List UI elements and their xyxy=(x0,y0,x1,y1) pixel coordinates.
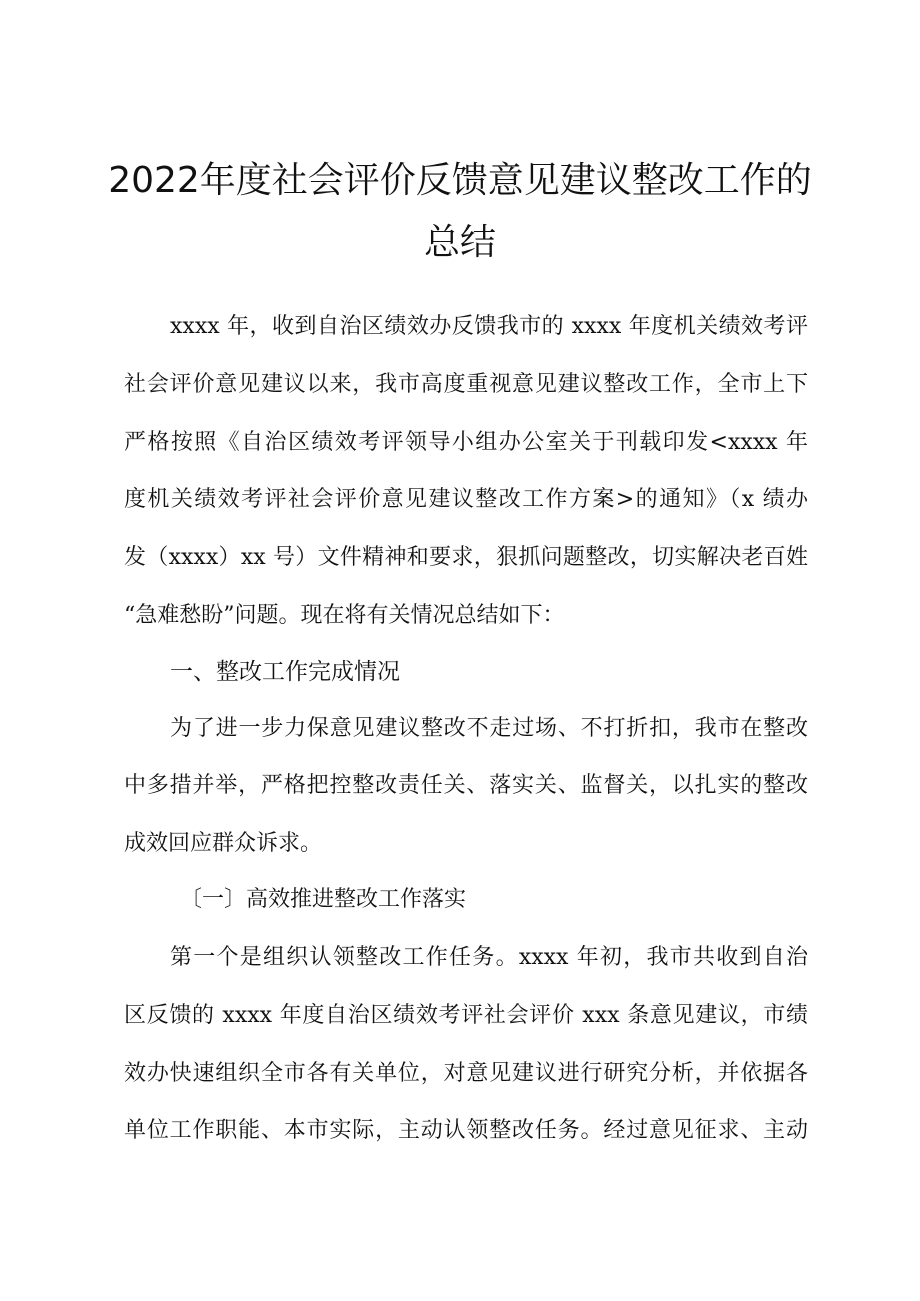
document-title-line-2: 总结 xyxy=(423,222,496,263)
paragraph-3-line-1: 第一个是组织认领整改工作任务。xxxx 年初，我市共收到自治 xyxy=(170,945,808,970)
paragraph-3-line-2: 区反馈的 xxxx 年度自治区绩效考评社会评价 xxx 条意见建议，市绩 xyxy=(124,1003,808,1028)
paragraph-1-line-1: xxxx 年，收到自治区绩效办反馈我市的 xxxx 年度机关绩效考评 xyxy=(170,314,808,339)
paragraph-3-line-3: 效办快速组织全市各有关单位，对意见建议进行研究分析，并依据各 xyxy=(124,1061,808,1086)
document-title-line-1: 2022年度社会评价反馈意见建议整改工作的 xyxy=(108,160,812,201)
paragraph-1-line-2: 社会评价意见建议以来，我市高度重视意见建议整改工作，全市上下 xyxy=(124,372,808,397)
subsection-heading-1: 〔一〕高效推进整改工作落实 xyxy=(180,887,467,912)
section-heading-1: 一、整改工作完成情况 xyxy=(170,659,400,685)
paragraph-2-line-2: 中多措并举，严格把控整改责任关、落实关、监督关，以扎实的整改 xyxy=(124,773,808,798)
paragraph-2-line-3: 成效回应群众诉求。 xyxy=(124,831,323,856)
paragraph-1-line-6: “急难愁盼”问题。现在将有关情况总结如下： xyxy=(124,603,565,628)
paragraph-2-line-1: 为了进一步力保意见建议整改不走过场、不打折扣，我市在整改 xyxy=(170,716,808,741)
paragraph-1-line-4: 度机关绩效考评社会评价意见建议整改工作方案>的通知》（x 绩办 xyxy=(124,487,808,512)
paragraph-3-line-4: 单位工作职能、本市实际，主动认领整改任务。经过意见征求、主动 xyxy=(124,1118,808,1143)
paragraph-1-line-3: 严格按照《自治区绩效考评领导小组办公室关于刊载印发<xxxx 年 xyxy=(124,430,808,455)
paragraph-1-line-5: 发（xxxx）xx 号）文件精神和要求，狠抓问题整改，切实解决老百姓 xyxy=(124,545,808,570)
